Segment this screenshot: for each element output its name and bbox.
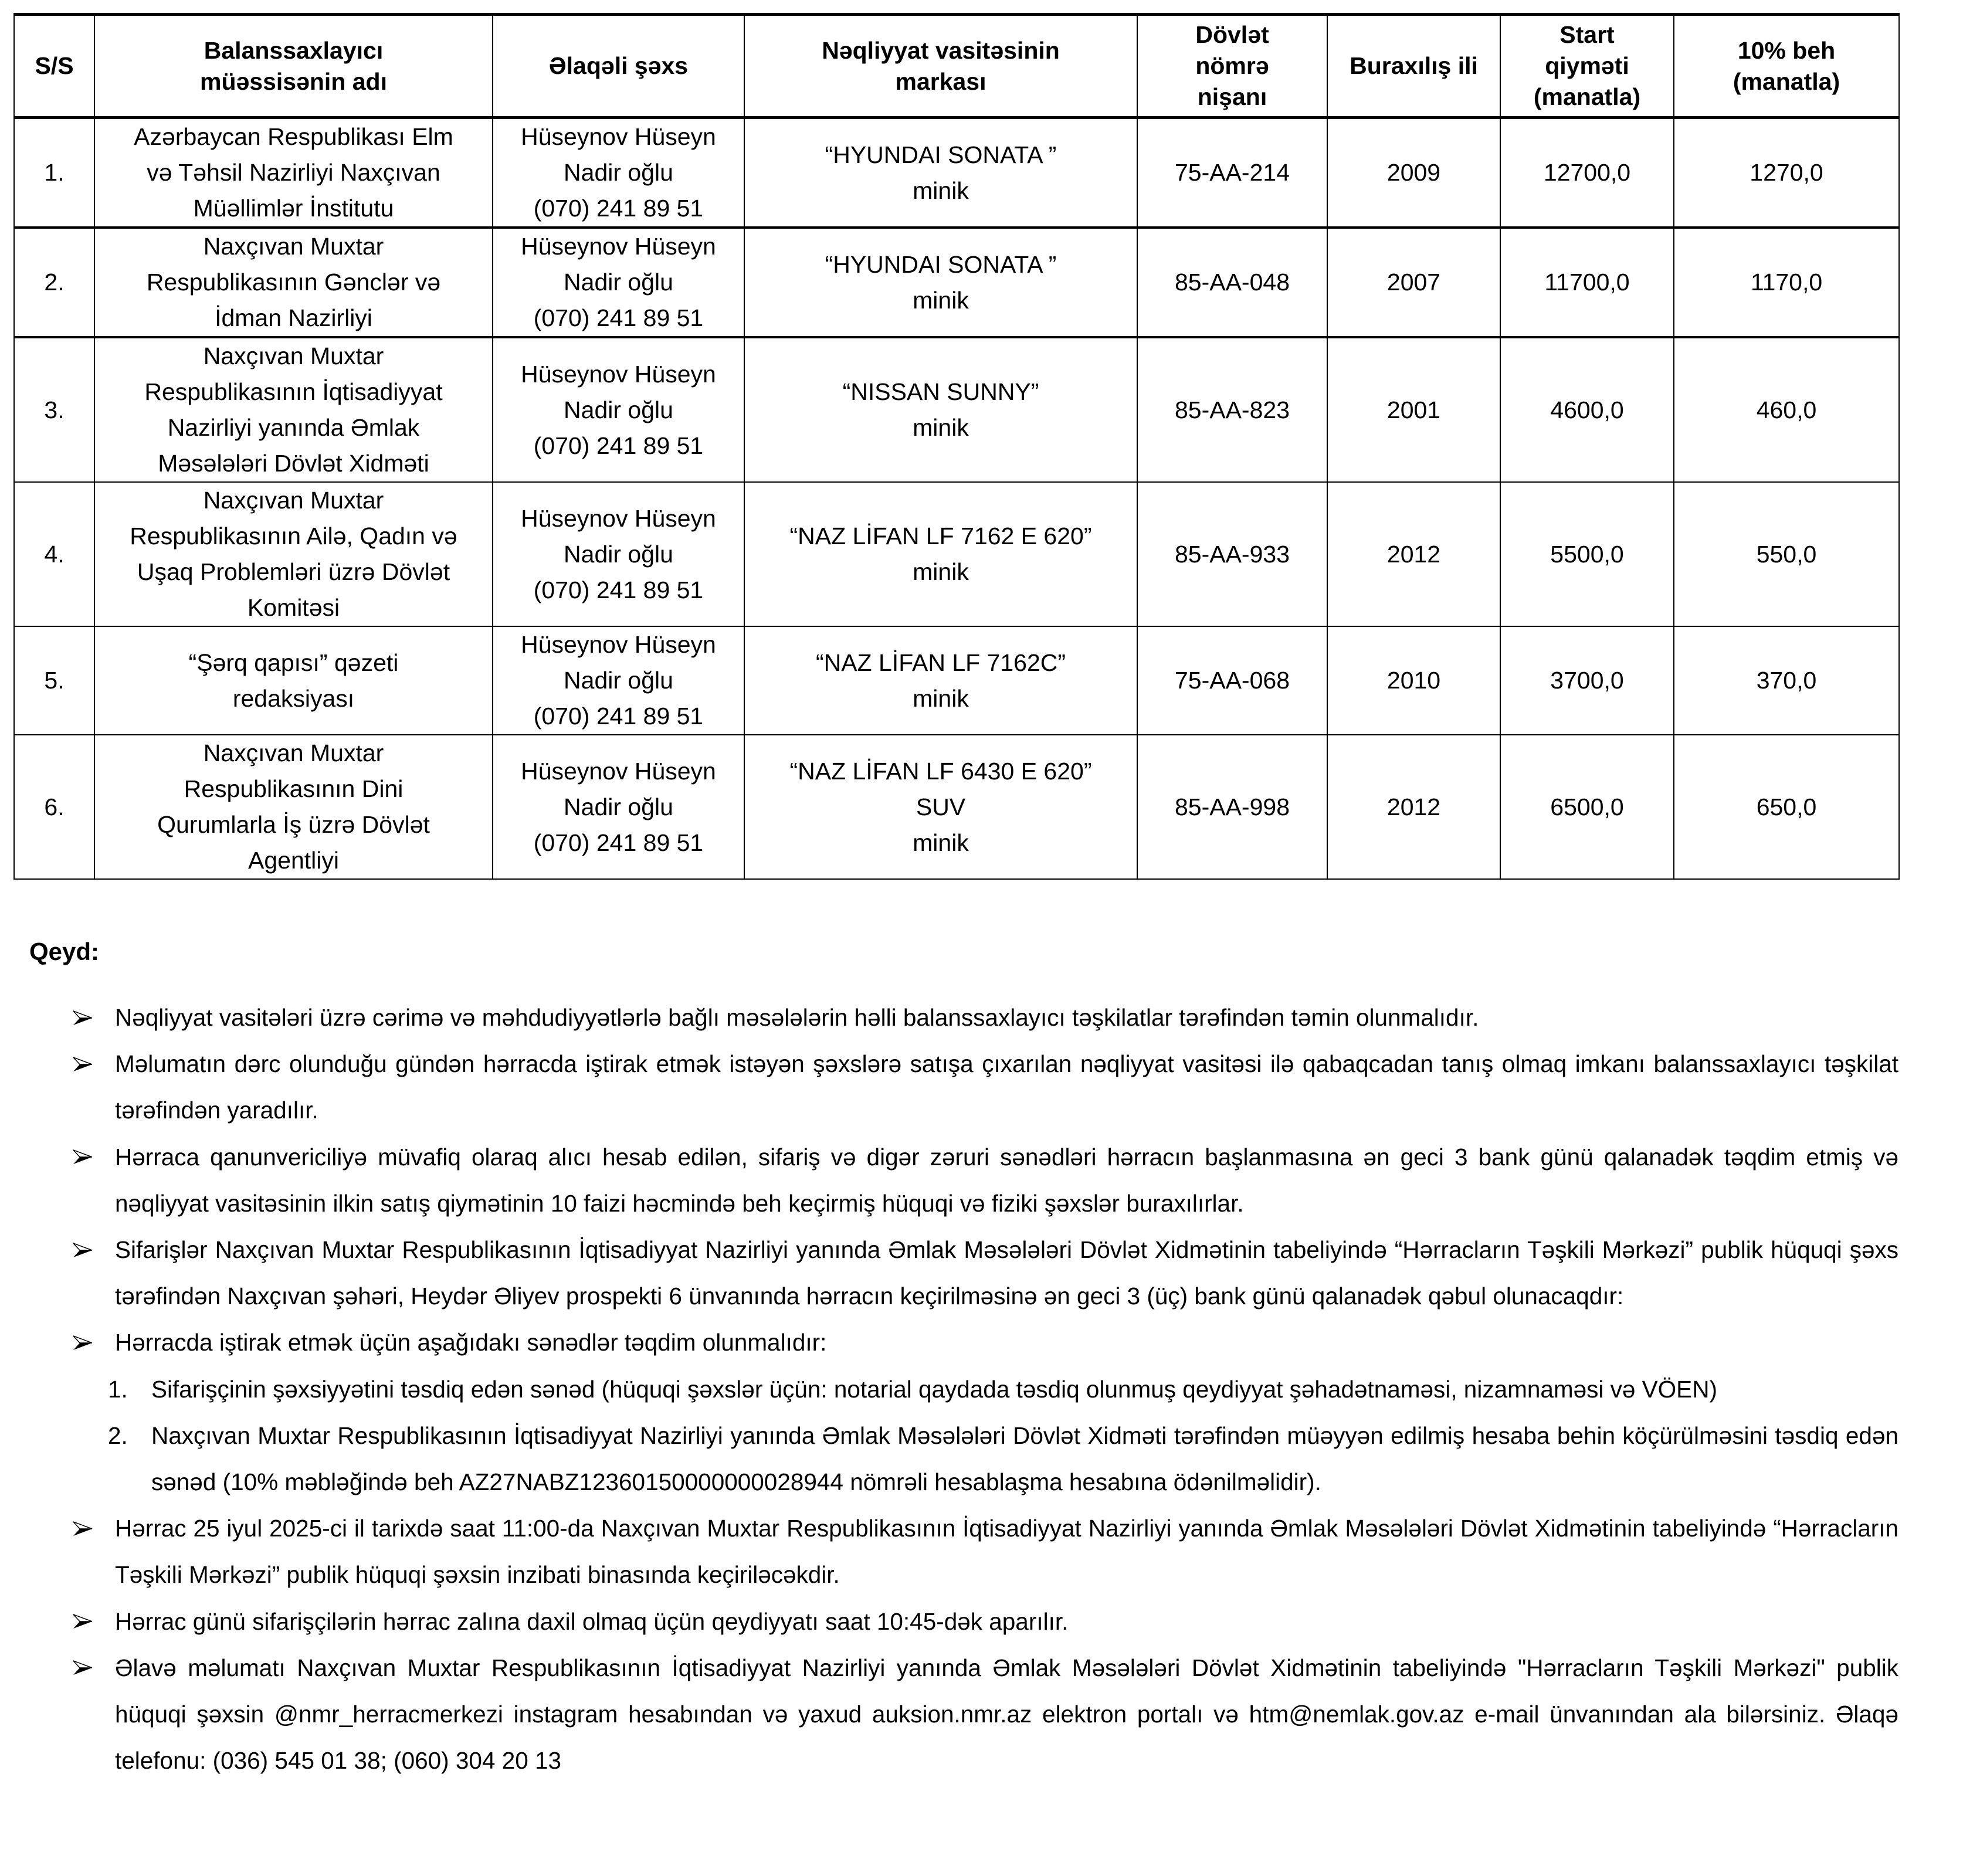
arrowhead-bullet-icon <box>73 1227 94 1273</box>
numbered-item-text: Naxçıvan Muxtar Respublikasının İqtisadiyyat Nazirliyi yanında Əmlak Məsələləri Dövlət Xidməti tərəfindən müəyyən edilmiş hesaba behin köçürülməsini təsdiq edən sənəd (10% məbləğində beh AZ27NABZ12360150000000028944 nömrəli hesablaşma hesabına ödənilməlidir). <box>151 1422 1898 1496</box>
row-number: 2. <box>14 228 94 337</box>
vehicle-brand <box>744 118 1137 228</box>
table-row <box>14 118 1899 228</box>
header-line: markası <box>895 67 986 95</box>
note-item <box>0 1599 1963 1645</box>
vehicle-line: “NAZ LİFAN LF 6430 E 620” <box>789 757 1092 785</box>
vehicle-line: SUV <box>916 793 966 820</box>
organization-name <box>94 228 493 337</box>
vehicle-line: minik <box>913 286 969 314</box>
header-line: S/S <box>35 52 74 79</box>
note-text: Hərracda iştirak etmək üçün aşağıdakı sənədlər təqdim olunmalıdır: <box>115 1329 827 1356</box>
contact-line: Hüseynov Hüseyn <box>521 123 716 150</box>
arrowhead-bullet-icon <box>73 1645 94 1691</box>
organization-name <box>94 626 493 735</box>
license-plate: 85-AA-933 <box>1137 482 1327 626</box>
table-header-row <box>14 15 1899 118</box>
vehicle-line: minik <box>913 558 969 585</box>
contact-person <box>493 337 744 482</box>
organization-line: Azərbaycan Respublikası Elm <box>134 123 453 150</box>
contact-line: (070) 241 89 51 <box>533 576 704 603</box>
note-item <box>0 1041 1963 1134</box>
license-plate: 85-AA-823 <box>1137 337 1327 482</box>
contact-person <box>493 228 744 337</box>
header-col-deposit <box>1674 15 1899 118</box>
vehicle-line: “HYUNDAI SONATA ” <box>825 250 1057 278</box>
note-text: Hərraca qanunvericiliyə müvafiq olaraq alıcı hesab edilən, sifariş və digər zəruri sənədləri hərracın başlanmasına ən geci 3 bank günü qalanadək təqdim etmiş və nəqliyyat vasitəsinin ilkin satış qiymətinin 10 faizi həcmində beh keçirmiş hüquqi və fiziki şəxslər buraxılırlar. <box>115 1143 1898 1217</box>
start-price: 3700,0 <box>1500 626 1674 735</box>
note-text: Hərrac günü sifarişçilərin hərrac zalına daxil olmaq üçün qeydiyyatı saat 10:45-dək aparılır. <box>115 1607 1069 1635</box>
vehicle-auction-table <box>13 13 1900 880</box>
start-price: 12700,0 <box>1500 118 1674 228</box>
header-col-org <box>94 15 493 118</box>
organization-line: Qurumlarla İş üzrə Dövlət <box>157 811 430 838</box>
vehicle-brand <box>744 482 1137 626</box>
organization-line: redaksiyası <box>232 684 355 712</box>
contact-line: (070) 241 89 51 <box>533 829 704 856</box>
arrowhead-bullet-icon <box>73 1599 94 1645</box>
organization-line: “Şərq qapısı” qəzeti <box>188 649 399 676</box>
row-number: 3. <box>14 337 94 482</box>
deposit-amount: 1270,0 <box>1674 118 1899 228</box>
license-plate: 85-AA-998 <box>1137 735 1327 879</box>
release-year: 2007 <box>1327 228 1500 337</box>
header-line: Start <box>1559 21 1615 48</box>
organization-line: və Təhsil Nazirliyi Naxçıvan <box>147 159 440 186</box>
organization-name <box>94 482 493 626</box>
header-line: müəssisənin adı <box>199 67 387 95</box>
vehicle-line: “HYUNDAI SONATA ” <box>825 141 1057 168</box>
header-line: Buraxılış ili <box>1350 52 1478 79</box>
arrowhead-bullet-icon <box>73 995 94 1041</box>
contact-line: (070) 241 89 51 <box>533 703 704 730</box>
note-text: Məlumatın dərc olunduğu gündən hərracda iştirak etmək istəyən şəxslərə satışa çıxarılan nəqliyyat vasitəsi ilə qabaqcadan tanış olmaq imkanı balanssaxlayıcı təşkilat tərəfindən yaradılır. <box>115 1050 1898 1124</box>
note-item <box>0 995 1963 1041</box>
organization-line: Nazirliyi yanında Əmlak <box>167 414 420 441</box>
item-number: 2. <box>108 1422 128 1449</box>
vehicle-brand <box>744 735 1137 879</box>
table-row <box>14 482 1899 626</box>
numbered-item <box>0 1413 1963 1505</box>
contact-person <box>493 735 744 879</box>
start-price: 6500,0 <box>1500 735 1674 879</box>
organization-line: Respublikasının Ailə, Qadın və <box>130 523 457 549</box>
note-item <box>0 1227 1963 1319</box>
deposit-amount: 370,0 <box>1674 626 1899 735</box>
contact-line: (070) 241 89 51 <box>533 195 704 222</box>
organization-line: Respublikasının İqtisadiyyat <box>144 378 443 405</box>
license-plate: 85-AA-048 <box>1137 228 1327 337</box>
organization-name <box>94 735 493 879</box>
organization-line: Naxçıvan Muxtar <box>203 233 384 260</box>
note-text: Hərrac 25 iyul 2025-ci il tarixdə saat 11:00-da Naxçıvan Muxtar Respublikasının İqtisadiyyat Nazirliyi yanında Əmlak Məsələləri Dövlət Xidmətinin tabeliyində “Hərracların Təşkili Mərkəzi” publik hüquqi şəxsin inzibati binasında keçiriləcəkdir. <box>115 1515 1898 1589</box>
header-line: Dövlət <box>1195 21 1269 48</box>
note-text: Nəqliyyat vasitələri üzrə cərimə və məhdudiyyətlərlə bağlı məsələlərin həlli balanssaxlayıcı təşkilatlar tərəfindən təmin olunmalıdır. <box>115 1004 1479 1031</box>
deposit-amount: 460,0 <box>1674 337 1899 482</box>
start-price: 4600,0 <box>1500 337 1674 482</box>
header-col-start-price <box>1500 15 1674 118</box>
header-line: Nəqliyyat vasitəsinin <box>822 36 1060 64</box>
deposit-amount: 1170,0 <box>1674 228 1899 337</box>
release-year: 2010 <box>1327 626 1500 735</box>
organization-line: Müəllimlər İnstitutu <box>193 195 394 222</box>
table-row <box>14 735 1899 879</box>
numbered-item-text: Sifarişçinin şəxsiyyətini təsdiq edən sənəd (hüquqi şəxslər üçün: notarial qaydada təsdiq olunmuş qeydiyyat şəhadətnaməsi, nizamnaməsi və VÖEN) <box>151 1375 1717 1403</box>
organization-line: Naxçıvan Muxtar <box>203 487 384 514</box>
contact-line: Nadir oğlu <box>564 396 673 423</box>
vehicle-line: minik <box>913 414 969 441</box>
row-number: 5. <box>14 626 94 735</box>
vehicle-line: “NAZ LİFAN LF 7162 E 620” <box>789 523 1092 549</box>
arrowhead-bullet-icon <box>73 1041 94 1087</box>
header-line: Balanssaxlayıcı <box>204 36 384 64</box>
header-col-contact <box>493 15 744 118</box>
note-item <box>0 1319 1963 1366</box>
header-line: (manatla) <box>1733 67 1840 95</box>
release-year: 2009 <box>1327 118 1500 228</box>
contact-line: Hüseynov Hüseyn <box>521 360 716 388</box>
vehicle-brand <box>744 337 1137 482</box>
header-col-vehicle <box>744 15 1137 118</box>
license-plate: 75-AA-214 <box>1137 118 1327 228</box>
organization-line: Agentliyi <box>248 847 339 874</box>
release-year: 2012 <box>1327 482 1500 626</box>
header-line: qiyməti <box>1545 52 1629 79</box>
organization-line: Komitəsi <box>247 594 340 621</box>
organization-line: Naxçıvan Muxtar <box>203 342 384 369</box>
release-year: 2012 <box>1327 735 1500 879</box>
contact-line: (070) 241 89 51 <box>533 304 704 331</box>
note-text: Sifarişlər Naxçıvan Muxtar Respublikasının İqtisadiyyat Nazirliyi yanında Əmlak Məsələləri Dövlət Xidmətinin tabeliyində “Hərracların Təşkili Mərkəzi” publik hüquqi şəxs tərəfindən Naxçıvan şəhəri, Heydər Əliyev prospekti 6 ünvanında hərracın keçirilməsinə ən geci 3 (üç) bank günü qalanadək qəbul olunacaqdır: <box>115 1236 1898 1310</box>
table-row <box>14 228 1899 337</box>
contact-person <box>493 626 744 735</box>
contact-line: Hüseynov Hüseyn <box>521 504 716 532</box>
header-line: Əlaqəli şəxs <box>548 52 689 79</box>
organization-line: Uşaq Problemləri üzrə Dövlət <box>137 558 450 585</box>
organization-line: Naxçıvan Muxtar <box>203 739 384 766</box>
header-col-year <box>1327 15 1500 118</box>
table-row <box>14 626 1899 735</box>
deposit-amount: 550,0 <box>1674 482 1899 626</box>
contact-line: (070) 241 89 51 <box>533 432 704 459</box>
organization-line: Respublikasının Gənclər və <box>146 269 441 296</box>
item-number: 1. <box>108 1375 128 1403</box>
header-line: 10% beh <box>1737 36 1836 64</box>
vehicle-brand <box>744 228 1137 337</box>
note-item <box>0 1645 1963 1785</box>
note-item <box>0 1134 1963 1227</box>
contact-line: Hüseynov Hüseyn <box>521 233 716 260</box>
contact-person <box>493 118 744 228</box>
notes-title: Qeyd: <box>29 938 100 965</box>
start-price: 5500,0 <box>1500 482 1674 626</box>
arrowhead-bullet-icon <box>73 1505 94 1552</box>
organization-name <box>94 118 493 228</box>
note-text: Əlavə məlumatı Naxçıvan Muxtar Respublikasının İqtisadiyyat Nazirliyi yanında Əmlak Məsələləri Dövlət Xidmətinin tabeliyində "Hərracların Təşkili Mərkəzi" publik hüquqi şəxsin @nmr_herracmerkezi instagram hesabından və yaxud auksion.nmr.az elektron portalı və htm@nemlak.gov.az e-mail ünvanından ala bilərsiniz. Əlaqə telefonu: (036) 545 01 38; (060) 304 20 13 <box>115 1654 1898 1775</box>
organization-line: Respublikasının Dini <box>184 775 404 802</box>
organization-line: İdman Nazirliyi <box>215 304 372 331</box>
start-price: 11700,0 <box>1500 228 1674 337</box>
vehicle-line: minik <box>913 684 969 712</box>
vehicle-line: “NAZ LİFAN LF 7162C” <box>815 649 1066 676</box>
vehicle-line: minik <box>913 177 969 204</box>
arrowhead-bullet-icon <box>73 1134 94 1180</box>
header-line: nömrə <box>1195 52 1269 79</box>
note-item <box>0 1505 1963 1598</box>
deposit-amount: 650,0 <box>1674 735 1899 879</box>
header-line: (manatla) <box>1533 83 1641 110</box>
contact-line: Nadir oğlu <box>564 793 673 820</box>
contact-line: Nadir oğlu <box>564 269 673 296</box>
header-line: nişanı <box>1197 83 1267 110</box>
contact-line: Hüseynov Hüseyn <box>521 757 716 785</box>
release-year: 2001 <box>1327 337 1500 482</box>
row-number: 1. <box>14 118 94 228</box>
notes-list <box>0 995 1963 1784</box>
row-number: 4. <box>14 482 94 626</box>
vehicle-line: minik <box>913 829 969 856</box>
table-row <box>14 337 1899 482</box>
contact-line: Nadir oğlu <box>564 667 673 694</box>
contact-line: Nadir oğlu <box>564 540 673 568</box>
vehicle-brand <box>744 626 1137 735</box>
contact-line: Nadir oğlu <box>564 159 673 186</box>
contact-line: Hüseynov Hüseyn <box>521 631 716 658</box>
contact-person <box>493 482 744 626</box>
vehicle-line: “NISSAN SUNNY” <box>842 378 1039 405</box>
license-plate: 75-AA-068 <box>1137 626 1327 735</box>
row-number: 6. <box>14 735 94 879</box>
organization-name <box>94 337 493 482</box>
numbered-item <box>0 1366 1963 1413</box>
header-col-ss <box>14 15 94 118</box>
organization-line: Məsələləri Dövlət Xidməti <box>158 450 429 477</box>
arrowhead-bullet-icon <box>73 1319 94 1366</box>
header-col-plate <box>1137 15 1327 118</box>
